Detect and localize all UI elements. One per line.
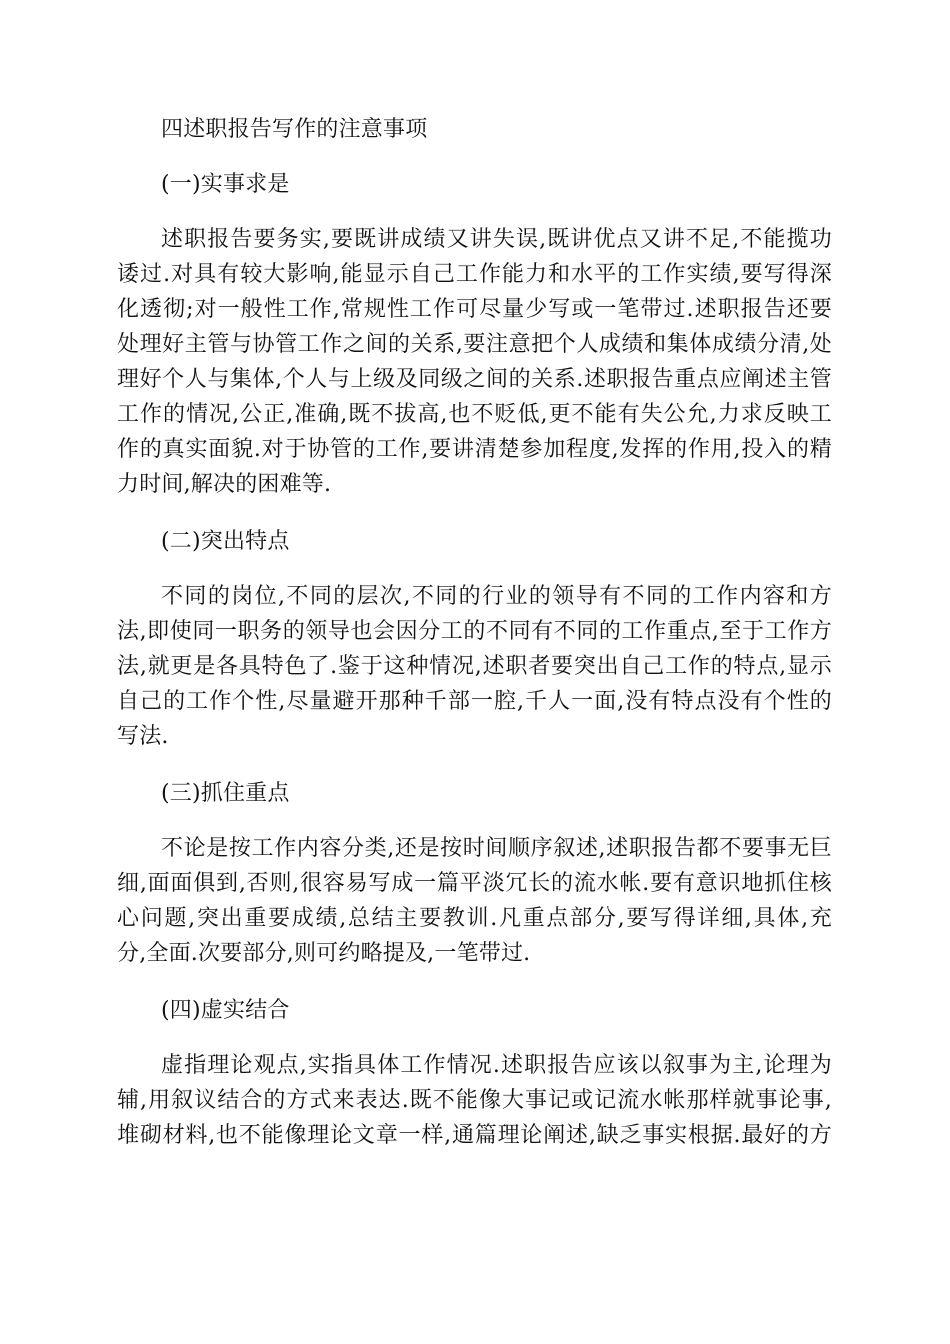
paragraph-line: 作的真实面貌.对于协管的工作,要讲清楚参加程度,发挥的作用,投入的精 — [117, 437, 832, 462]
paragraph-line: 心问题,突出重要成绩,总结主要教训.凡重点部分,要写得详细,具体,充 — [117, 906, 832, 931]
paragraph-line: 处理好主管与协管工作之间的关系,要注意把个人成绩和集体成绩分清,处 — [117, 332, 832, 357]
section-paragraph-2 — [117, 579, 832, 754]
document-title: 四述职报告写作的注意事项 — [161, 117, 428, 142]
paragraph-line: 化透彻;对一般性工作,常规性工作可尽量少写或一笔带过.述职报告还要 — [117, 297, 832, 322]
section-heading-3: (三)抓住重点 — [161, 781, 290, 806]
paragraph-line: 自己的工作个性,尽量避开那种千部一腔,千人一面,没有特点没有个性的 — [117, 689, 832, 714]
paragraph-line: 诿过.对具有较大影响,能显示自己工作能力和水平的工作实绩,要写得深 — [117, 262, 832, 287]
section-heading-2: (二)突出特点 — [161, 529, 290, 554]
paragraph-line: 堆砌材料,也不能像理论文章一样,通篇理论阐述,缺乏事实根据.最好的方 — [117, 1123, 832, 1148]
paragraph-line: 分,全面.次要部分,则可约略提及,一笔带过. — [117, 941, 531, 966]
paragraph-line: 力时间,解决的困难等. — [117, 472, 332, 497]
paragraph-line: 工作的情况,公正,准确,既不拔高,也不贬低,更不能有失公允,力求反映工 — [117, 402, 832, 427]
document-body — [117, 112, 832, 1153]
section-heading-1: (一)实事求是 — [161, 172, 290, 197]
paragraph-line: 述职报告要务实,要既讲成绩又讲失误,既讲优点又讲不足,不能揽功 — [161, 227, 832, 252]
paragraph-line: 虚指理论观点,实指具体工作情况.述职报告应该以叙事为主,论理为 — [161, 1053, 832, 1078]
paragraph-line: 理好个人与集体,个人与上级及同级之间的关系.述职报告重点应阐述主管 — [117, 367, 832, 392]
paragraph-line: 不论是按工作内容分类,还是按时间顺序叙述,述职报告都不要事无巨 — [161, 836, 832, 861]
paragraph-line: 写法. — [117, 724, 169, 749]
paragraph-line: 不同的岗位,不同的层次,不同的行业的领导有不同的工作内容和方 — [161, 584, 832, 609]
section-paragraph-3 — [117, 831, 832, 971]
paragraph-line: 细,面面俱到,否则,很容易写成一篇平淡冗长的流水帐.要有意识地抓住核 — [117, 871, 832, 896]
section-paragraph-4 — [117, 1048, 832, 1153]
paragraph-line: 辅,用叙议结合的方式来表达.既不能像大事记或记流水帐那样就事论事, — [117, 1088, 832, 1113]
paragraph-line: 法,即使同一职务的领导也会因分工的不同有不同的工作重点,至于工作方 — [117, 619, 832, 644]
section-paragraph-1 — [117, 222, 832, 502]
paragraph-line: 法,就更是各具特色了.鉴于这种情况,述职者要突出自己工作的特点,显示 — [117, 654, 832, 679]
section-heading-4: (四)虚实结合 — [161, 998, 290, 1023]
